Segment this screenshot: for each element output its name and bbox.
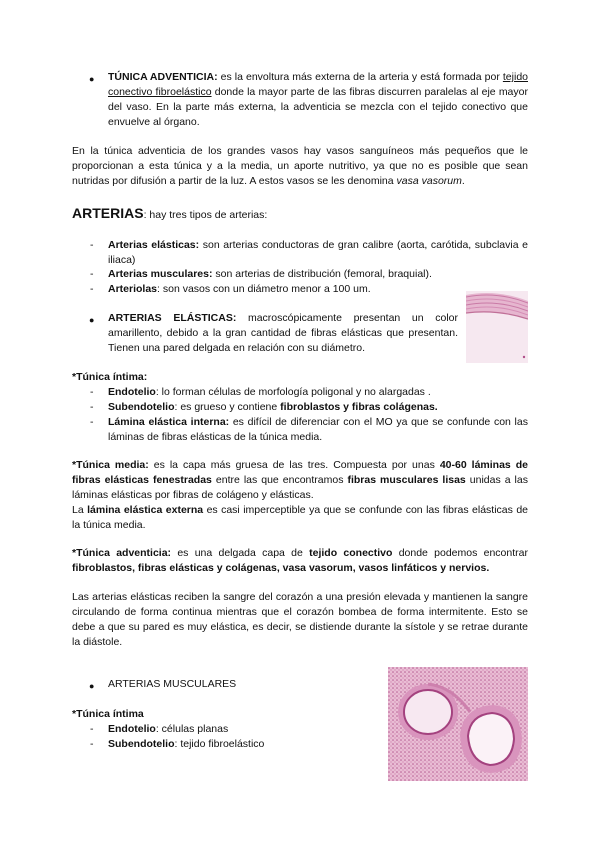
vasa-vasorum-term: vasa vasorum — [396, 175, 462, 187]
vasa-text-1: En la túnica adventicia de los grandes vasos hay vasos sanguíneos más pequeños que le proporcionan a esta túnica y a la media, un aporte nutritivo, ya que no es posible que sean nutridas por difusión a partir de la luz. A estos vasos se les denomina — [72, 145, 528, 187]
arterias-heading — [72, 206, 267, 223]
media-paragraph — [72, 458, 528, 533]
intima-heading-text: *Túnica íntima: — [72, 371, 148, 383]
musculares-item-text: : células planas — [155, 723, 229, 735]
dash-icon: - — [90, 386, 94, 398]
adventicia2-text: es una delgada capa de — [171, 547, 310, 559]
type-label: Arteriolas — [108, 283, 158, 295]
adventicia-text-1: es la envoltura más externa de la arteria y está formada por — [217, 71, 503, 83]
dash-icon: - — [90, 283, 94, 295]
micrograph-svg — [388, 667, 528, 781]
bullet-icon: ● — [89, 315, 95, 325]
adventicia-label: TÚNICA ADVENTICIA: — [108, 71, 218, 83]
elasticas-label: ARTERIAS ELÁSTICAS: — [108, 312, 237, 324]
media-text: es la capa más gruesa de las tres. Compuesta por unas — [148, 459, 440, 471]
elastic-artery-micrograph — [466, 291, 528, 363]
intima-item-label: Endotelio — [108, 386, 156, 398]
dash-icon: - — [90, 738, 94, 750]
arterias-subtitle: : hay tres tipos de arterias: — [143, 209, 268, 221]
adventicia-text-2: donde la mayor parte de las fibras discurren paralelas al eje mayor del vaso. En la parte más externa, la adventicia se mezcla con el tejido conectivo que envuelve al órgano. — [108, 86, 528, 128]
dash-icon: - — [90, 239, 94, 251]
musculares-intima-text: *Túnica íntima — [72, 708, 144, 720]
micrograph-svg — [466, 291, 528, 363]
type-item-arteriolas — [108, 282, 528, 297]
elasticas-text: macroscópicamente presentan un color amarillento, debido a la gran cantidad de fibras elásticas que presentan. Tienen una pared delgada en relación con su diámetro. — [108, 312, 459, 354]
dash-icon: - — [90, 416, 94, 428]
vasa-vasorum-paragraph — [72, 144, 528, 189]
arterias-title: ARTERIAS — [72, 205, 144, 221]
dash-icon: - — [90, 401, 94, 413]
type-item-musculares — [108, 267, 528, 282]
bullet-icon: ● — [89, 681, 95, 691]
adventicia2-bold: fibroblastos, fibras elásticas y colágenas, vasa vasorum, vasos linfáticos y nervios. — [72, 562, 490, 574]
musculares-item-label: Subendotelio — [108, 738, 175, 750]
media-text: es casi imperceptible ya que se confunde con las fibras elásticas de la túnica media. — [72, 504, 528, 531]
musculares-item-text: : tejido fibroelástico — [174, 738, 265, 750]
bullet-icon: ● — [89, 74, 95, 84]
intima-item-label: Lámina elástica interna: — [108, 416, 230, 428]
intima-item-subendotelio — [108, 400, 528, 415]
intima-item-text: : lo forman células de morfología poligonal y no alargadas . — [155, 386, 431, 398]
muscular-artery-micrograph — [388, 667, 528, 781]
media-text: La — [72, 504, 88, 516]
media-text: entre las que encontramos — [211, 474, 348, 486]
musculares-intima-heading — [72, 707, 144, 722]
media-bold: lámina elástica externa — [87, 504, 204, 516]
fibroelastico-term: tejido conectivo fibroelástico — [108, 71, 528, 98]
musculares-heading: ARTERIAS MUSCULARES — [108, 678, 237, 690]
type-item-elasticas — [108, 238, 528, 268]
intima-item-text: : es grueso y contiene — [174, 401, 281, 413]
intima-item-label: Subendotelio — [108, 401, 175, 413]
intima-item-text: es difícil de diferenciar con el MO ya que se confunde con las láminas de fibras elásticas de la túnica media. — [108, 416, 528, 443]
intima-item-endotelio — [108, 385, 528, 400]
media-label: *Túnica media: — [72, 459, 149, 471]
musculares-item-subendotelio — [108, 737, 264, 752]
type-text: : son vasos con un diámetro menor a 100 um. — [157, 283, 371, 295]
arterias-elasticas-paragraph — [108, 311, 458, 356]
adventicia-intro-paragraph — [108, 70, 528, 130]
type-text: son arterias conductoras de gran calibre (aorta, carótida, subclavia e iliaca) — [108, 239, 528, 266]
type-text: son arterias de distribución (femoral, braquial). — [212, 268, 432, 280]
intima-item-lamina — [108, 415, 528, 445]
adventicia2-bold: tejido conectivo — [309, 547, 393, 559]
intima-heading — [72, 370, 147, 385]
media-bold: fibras musculares lisas — [347, 474, 466, 486]
type-label: Arterias elásticas: — [108, 239, 200, 251]
vasa-text-2: . — [461, 175, 465, 187]
musculares-item-endotelio — [108, 722, 228, 737]
media-bold: 40-60 láminas de fibras elásticas fenestradas — [72, 459, 529, 486]
dash-icon: - — [90, 268, 94, 280]
elastic-function-paragraph: Las arterias elásticas reciben la sangre del corazón a una presión elevada y mantienen la sangre circulando de forma continua mientras que el corazón bombea de forma intermitente. Esto se debe a que su pared es muy elástica, es decir, se distiende durante la sístole y se retrae durante la diástole. — [72, 591, 528, 648]
adventicia2-label: *Túnica adventicia: — [72, 547, 172, 559]
adventicia2-text: donde podemos encontrar — [392, 547, 528, 559]
musculares-item-label: Endotelio — [108, 723, 156, 735]
type-label: Arterias musculares: — [108, 268, 213, 280]
dash-icon: - — [90, 723, 94, 735]
intima-item-bold: fibroblastos y fibras colágenas. — [280, 401, 438, 413]
adventicia-paragraph — [72, 546, 528, 576]
media-text: unidas a las láminas elásticas por fibras de colágeno y elásticas. — [72, 474, 528, 501]
